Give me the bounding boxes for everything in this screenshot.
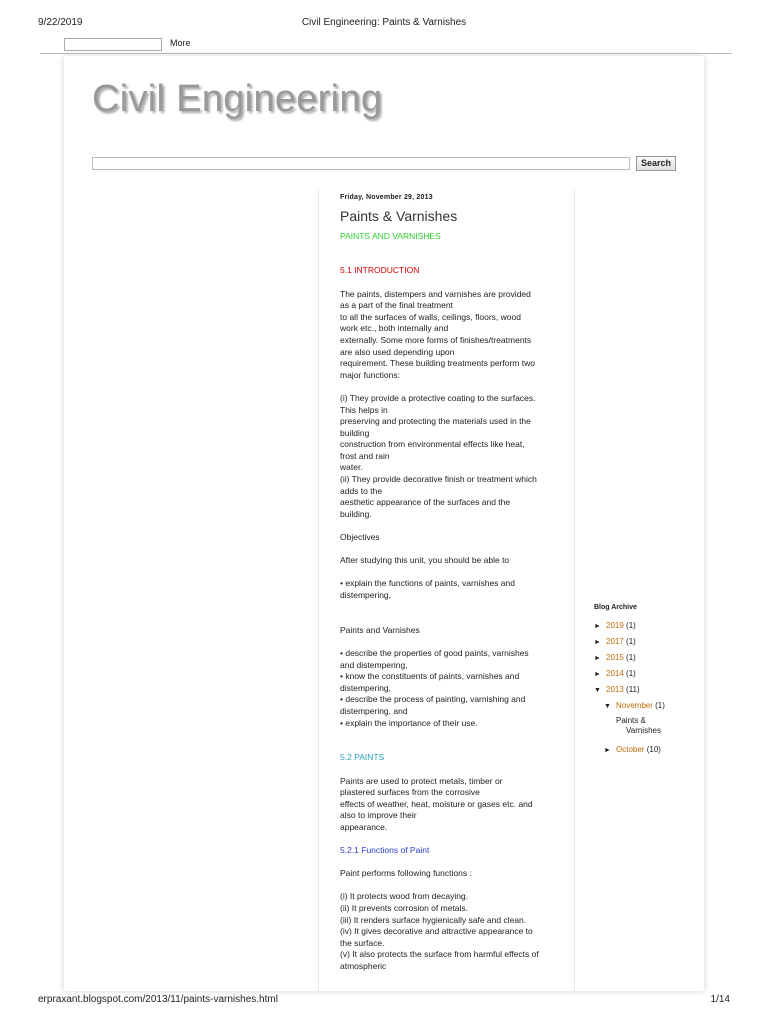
- expand-arrow-icon[interactable]: ►: [594, 671, 601, 678]
- intro-paragraph: The paints, distempers and varnishes are provided as a part of the final treatment to all the surfaces of walls, ceilings, floors, wood work etc., both internally and externally. Some more forms of finishes/treatments are also used depending upon requirement. These building treatments perform two major functions:: [340, 288, 535, 380]
- column-divider-left: [318, 190, 319, 991]
- search-button[interactable]: Search: [636, 156, 676, 171]
- blog-title[interactable]: Civil Engineering: [92, 78, 383, 120]
- navbar-divider: [40, 53, 732, 54]
- functions-list: (i) It protects wood from decaying. (ii) It prevents corrosion of metals. (iii) It renders surface hygienically safe and clean. (iv) It gives decorative and attractive appearance to the surface. (v) It also protects the surface from harmful effects of atmospheric: [340, 891, 539, 971]
- post: [340, 192, 554, 973]
- post-title[interactable]: Paints & Varnishes: [340, 208, 458, 224]
- functions-intro: Paint performs following functions :: [340, 868, 472, 879]
- print-header: [0, 17, 768, 31]
- archive-post-paints-varnishes[interactable]: Paints & Varnishes: [616, 716, 661, 735]
- collapse-arrow-icon[interactable]: ▼: [604, 703, 611, 710]
- expand-arrow-icon[interactable]: ►: [594, 639, 601, 646]
- blog-search-input[interactable]: [92, 157, 630, 170]
- column-divider-right: [574, 190, 575, 991]
- objectives-list-1: • explain the functions of paints, varnishes and distempering,: [340, 578, 515, 600]
- archive-year-2019[interactable]: ► 2019 (1): [594, 618, 694, 634]
- print-date: 9/22/2019: [38, 17, 83, 28]
- print-url: erpraxant.blogspot.com/2013/11/paints-varnishes.html: [38, 994, 278, 1005]
- objectives-list-2: • describe the properties of good paints, varnishes and distempering, • know the constituents of paints, varnishes and distempering, • describe the process of painting, varnishing and distempering, and • explain the importance of their use.: [340, 647, 529, 728]
- post-date: Friday, November 29, 2013: [340, 194, 433, 201]
- objectives-intro: After studying this unit, you should be able to: [340, 555, 510, 566]
- objectives-heading: Objectives: [340, 532, 380, 543]
- print-page-number: 1/14: [710, 994, 730, 1005]
- archive-year-2014[interactable]: ► 2014 (1): [594, 666, 694, 682]
- section-paints: 5.2 PAINTS: [340, 752, 385, 763]
- archive-month-november[interactable]: ▼ November (1): [594, 698, 694, 714]
- blog-page: [64, 56, 704, 991]
- archive-year-2015[interactable]: ► 2015 (1): [594, 650, 694, 666]
- post-heading: PAINTS AND VARNISHES: [340, 230, 441, 241]
- expand-arrow-icon[interactable]: ►: [604, 747, 611, 754]
- archive-year-2017[interactable]: ► 2017 (1): [594, 634, 694, 650]
- archive-month-october[interactable]: ► October (10): [594, 742, 694, 758]
- blog-archive: [594, 600, 694, 758]
- archive-title: Blog Archive: [594, 604, 637, 611]
- section-functions-of-paint: 5.2.1 Functions of Paint: [340, 845, 430, 856]
- navbar-search-input[interactable]: [64, 38, 162, 51]
- print-title: Civil Engineering: Paints & Varnishes: [301, 17, 467, 28]
- expand-arrow-icon[interactable]: ►: [594, 655, 601, 662]
- archive-year-2013[interactable]: ▼ 2013 (11): [594, 682, 694, 698]
- navbar-more-link[interactable]: More: [170, 38, 191, 48]
- expand-arrow-icon[interactable]: ►: [594, 623, 601, 630]
- section-introduction: 5.1 INTRODUCTION: [340, 265, 420, 276]
- paints-paragraph: Paints are used to protect metals, timber or plastered surfaces from the corrosive effects of weather, heat, moisture or gases etc. and also to improve their appearance.: [340, 775, 533, 832]
- collapse-arrow-icon[interactable]: ▼: [594, 687, 601, 694]
- functions-paragraph: (i) They provide a protective coating to the surfaces. This helps in preserving and protecting the materials used in the building construction from environmental effects like heat, frost and rain water. (ii) They provide decorative finish or treatment which adds to the aesthetic appearance of the surfaces and the building.: [340, 392, 537, 519]
- paints-varnishes-heading: Paints and Varnishes: [340, 624, 420, 635]
